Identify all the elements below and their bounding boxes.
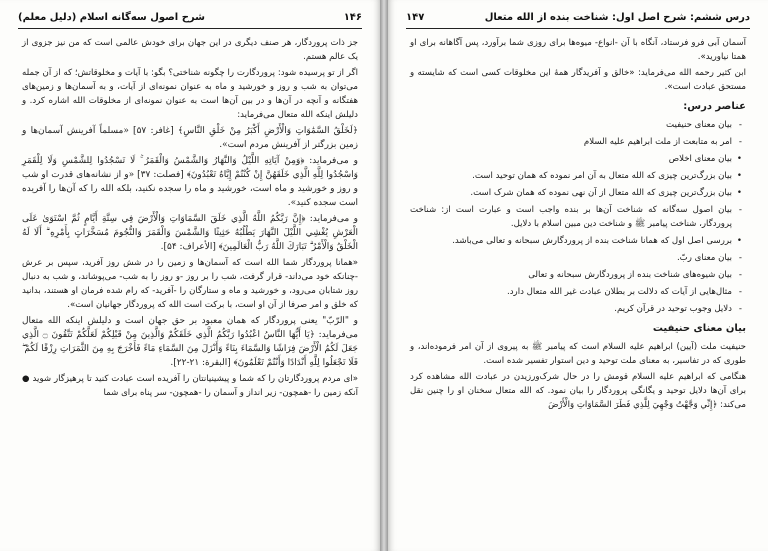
section-heading-elements: عناصر درس: xyxy=(683,101,746,112)
paragraph: «ای مردم پروردگارتان را که شما و پیشینیانتان را آفریده است عبادت کنید تا پرهیزگار شوید ● آنکه زمین را -همچون- زیر انداز و آسمان را -همچون- سر پناه برای شما xyxy=(22,374,358,398)
quran-verse: و می‌فرماید: ﴿وَمِنْ آيَاتِهِ اللَّيْلُ وَالنَّهَارُ وَالشَّمْسُ وَالْقَمَرُ ۚ لَا تَسْجُدُوا لِلشَّمْسِ وَلَا لِلْقَمَرِ وَاسْجُدُوا لِلَّهِ الَّذِي خَلَقَهُنَّ إِنْ كُنْتُمْ إِيَّاهُ تَعْبُدُونَ﴾ [فصلت: ۳۷] «و از نشانه‌های قدرت او شب و روز و خورشید و ماه است، خورشید و ماه را سجده نکنید، بلکه الله را که آن‌ها را آفریده است سجده کنید». xyxy=(22,156,358,208)
quran-verse: و می‌فرماید: ﴿إِنَّ رَبَّكُمُ اللَّهُ الَّذِي خَلَقَ السَّمَاوَاتِ وَالْأَرْضَ فِي سِتَّةِ أَيَّامٍ ثُمَّ اسْتَوَىٰ عَلَى الْعَرْشِ يُغْشِي اللَّيْلَ النَّهَارَ يَطْلُبُهُ حَثِيثًا وَالشَّمْسَ وَالْقَمَرَ وَالنُّجُومَ مُسَخَّرَاتٍ بِأَمْرِهِ ۗ أَلَا لَهُ الْخَلْقُ وَالْأَمْرُ ۗ تَبَارَكَ اللَّهُ رَبُّ الْعَالَمِينَ﴾ [الأعراف: ۵۴]. xyxy=(22,214,358,252)
list-item: • بررسی اصل اول که همانا شناخت بنده از پروردگارش سبحانه و تعالی می‌باشد. xyxy=(410,234,732,248)
quran-verse: ﴿لَخَلْقُ السَّمَٰوَاتِ وَالْأَرْضِ أَكْبَرُ مِنْ خَلْقِ النَّاسِ﴾ [غافر: ۵۷] «مسلماً آفرینش آسمان‌ها و زمین بزرگتر از آفرینش مردم است». xyxy=(22,126,358,150)
list-item: - بیان معنای ربّ. xyxy=(410,251,732,265)
list-item: • بیان معنای اخلاص xyxy=(410,152,732,166)
left-page xyxy=(0,0,380,551)
paragraph: آسمان آبی فرو فرستاد، آنگاه با آن -انواع- میوه‌ها برای روزی شما برآورد، پس آگاهانه برای او همتا نیاورید». xyxy=(410,38,746,62)
list-item: • بیان بزرگ‌ترین چیزی که الله متعال به آن امر نموده که همان توحید است. xyxy=(410,169,732,183)
book-gutter xyxy=(380,0,388,551)
list-item: - بیان اصول سه‌گانه که شناخت آن‌ها بر بنده واجب است و عبارت است از: شناخت پروردگار، شناخت پیامبر ﷺ و شناخت دین مبین اسلام با دلایل. xyxy=(410,203,732,231)
quran-verse: و "الرّبّ" یعنی پروردگار که همان معبود بر حق جهان است و دلیلش اینکه الله متعال می‌فرماید: ﴿يَا أَيُّهَا النَّاسُ اعْبُدُوا رَبَّكُمُ الَّذِي خَلَقَكُمْ وَالَّذِينَ مِنْ قَبْلِكُمْ لَعَلَّكُمْ تَتَّقُونَ ۝ الَّذِي جَعَلَ لَكُمُ الْأَرْضَ فِرَاشًا وَالسَّمَاءَ بِنَاءً وَأَنْزَلَ مِنَ السَّمَاءِ مَاءً فَأَخْرَجَ بِهِ مِنَ الثَّمَرَاتِ رِزْقًا لَكُمْ ۖ فَلَا تَجْعَلُوا لِلَّهِ أَنْدَادًا وَأَنْتُمْ تَعْلَمُونَ﴾ [البقرة: ۲۱-۲۲]. xyxy=(22,316,358,368)
right-page-number: ۱۴۷ xyxy=(406,12,425,23)
paragraph: جز ذات پروردگار، هر صنف دیگری در این جهان برای خودش عالمی است که من نیز جزوی از یک عالم هستم. xyxy=(22,38,358,62)
list-item: - امر به متابعت از ملت ابراهیم علیه السلام xyxy=(410,135,732,149)
right-page xyxy=(388,0,768,551)
lesson-elements-list xyxy=(410,118,746,316)
left-running-title: شرح اصول سه‌گانه اسلام (دلیل معلم) xyxy=(18,12,205,23)
paragraph: حنیفیت ملت (آیین) ابراهیم علیه السلام است که پیامبر ﷺ به پیروی از آن امر فرموده‌اند، و طوری که در تفاسیر، به معنای ملت توحید و دین استوار تفسیر شده است. xyxy=(410,342,746,366)
paragraph: ابن کثیر رحمه الله می‌فرماید: «خالق و آفریدگار همهٔ این مخلوقات کسی است که شایسته و مستحق عبادت است». xyxy=(410,68,746,92)
right-header-rule xyxy=(406,28,750,29)
list-item: - دلایل وجوب توحید در قرآن کریم. xyxy=(410,302,732,316)
list-item: - مثال‌هایی از آیات که دلالت بر بطلان عبادت غیر الله متعال دارد. xyxy=(410,285,732,299)
right-page-body xyxy=(410,36,746,545)
paragraph: اگر از تو پرسیده شود: پروردگارت را چگونه شناختی؟ بگو: با آیات و مخلوقاتش؛ که از آن جمله می‌توان به شب و روز و خورشید و ماه به عنوان نمونه‌ای از آیات، و به آسمان‌ها و زمین‌های هفتگانه و آنچه در آن‌ها و در بین آن‌ها است به عنوان نمونه‌ای از مخلوقات الله اشاره کرد. و دلیلش اینکه الله متعال می‌فرماید: xyxy=(22,68,358,120)
right-page-header xyxy=(406,12,750,28)
left-header-rule xyxy=(18,28,362,29)
list-item: - بیان معنای حنیفیت xyxy=(410,118,732,132)
section-heading-hanifiyyah: بیان معنای حنیفیت xyxy=(652,323,746,334)
right-running-title: درس ششم: شرح اصل اول: شناخت بنده از الله متعال xyxy=(484,12,750,23)
paragraph: هنگامی که ابراهیم علیه السلام قومش را در حال شرک‌ورزیدن در عبادت الله مشاهده کرد برای آن‌ها دلایل توحید و یگانگی پروردگار را بیان نمود. که الله متعال سخنان او را چنین نقل می‌کند: ﴿إِنِّي وَجَّهْتُ وَجْهِيَ لِلَّذِي فَطَرَ السَّمَاوَاتِ وَالْأَرْضَ xyxy=(410,372,746,410)
paragraph: «همانا پروردگار شما الله است که آسمان‌ها و زمین را در شش روز آفرید، سپس بر عرش -چنانکه خود می‌داند- قرار گرفت، شب را بر روز -و روز را به شب- می‌پوشاند، و شب به دنبال روز شتابان می‌رود، و خورشید و ماه و ستارگان را -آفرید- که رام شده فرمان او هستند، بدانید که خلق و امر صرفا از آن او است، با برکت است الله که پروردگار جهانیان است». xyxy=(22,258,358,310)
left-page-body xyxy=(22,36,358,545)
left-page-header xyxy=(18,12,362,28)
left-page-number: ۱۴۶ xyxy=(343,12,362,23)
list-item: • بیان بزرگ‌ترین چیزی که الله متعال از آن نهی نموده که همان شرک است. xyxy=(410,186,732,200)
list-item: - بیان شیوه‌های شناخت بنده از پروردگارش سبحانه و تعالی xyxy=(410,268,732,282)
